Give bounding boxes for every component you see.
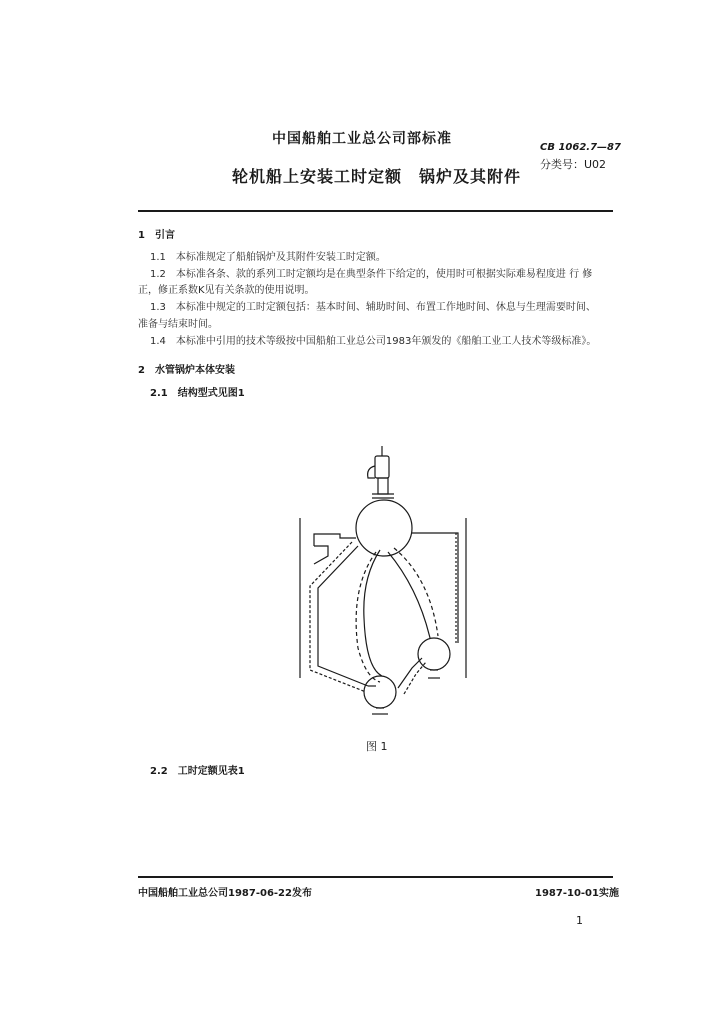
safety-valve-icon xyxy=(368,446,394,498)
clause-1-1: 1.1 本标准规定了船舶锅炉及其附件安装工时定额。 xyxy=(150,252,386,263)
standard-issuer: 中国船舶工业总公司部标准 xyxy=(272,131,452,147)
tube-bank xyxy=(356,548,438,682)
classification-code: 分类号：U02 xyxy=(540,158,607,171)
header-rule xyxy=(138,210,613,212)
effective-date: 1987-10-01实施 xyxy=(535,888,619,899)
water-drum-bottom xyxy=(364,676,396,708)
figure-caption: 图 1 xyxy=(366,740,388,753)
page-number: 1 xyxy=(576,914,583,927)
issue-date: 中国船舶工业总公司1987-06-22发布 xyxy=(138,888,312,899)
boiler-structure-figure xyxy=(280,438,480,718)
clause-1-3-line2: 准备与结束时间。 xyxy=(138,319,218,330)
standard-code: CB 1062.7—87 xyxy=(540,142,621,153)
steam-drum xyxy=(356,500,412,556)
clause-1-3-line1: 1.3 本标准中规定的工时定额包括：基本时间、辅助时间、布置工作地时间、休息与生理需要时间、 xyxy=(150,302,596,313)
clause-1-4: 1.4 本标准中引用的技术等级按中国船舶工业总公司1983年颁发的《船舶工业工人技术等级标准》。 xyxy=(150,336,597,347)
clause-2-1: 2.1 结构型式见图1 xyxy=(150,388,245,399)
section-1-heading: 1 引言 xyxy=(138,230,175,241)
clause-1-2-line1: 1.2 本标准各条、款的系列工时定额均是在典型条件下给定的，使用时可根据实际难易程度进 行 修 xyxy=(150,269,593,280)
clause-1-2-line2: 正，修正系数K见有关条款的使用说明。 xyxy=(138,285,315,296)
clause-2-2: 2.2 工时定额见表1 xyxy=(150,766,245,777)
section-2-heading: 2 水管锅炉本体安装 xyxy=(138,365,235,376)
water-drum-right xyxy=(418,638,450,670)
document-title: 轮机船上安装工时定额 锅炉及其附件 xyxy=(232,167,522,186)
footer-rule xyxy=(138,876,613,878)
boiler-casing xyxy=(300,518,466,694)
